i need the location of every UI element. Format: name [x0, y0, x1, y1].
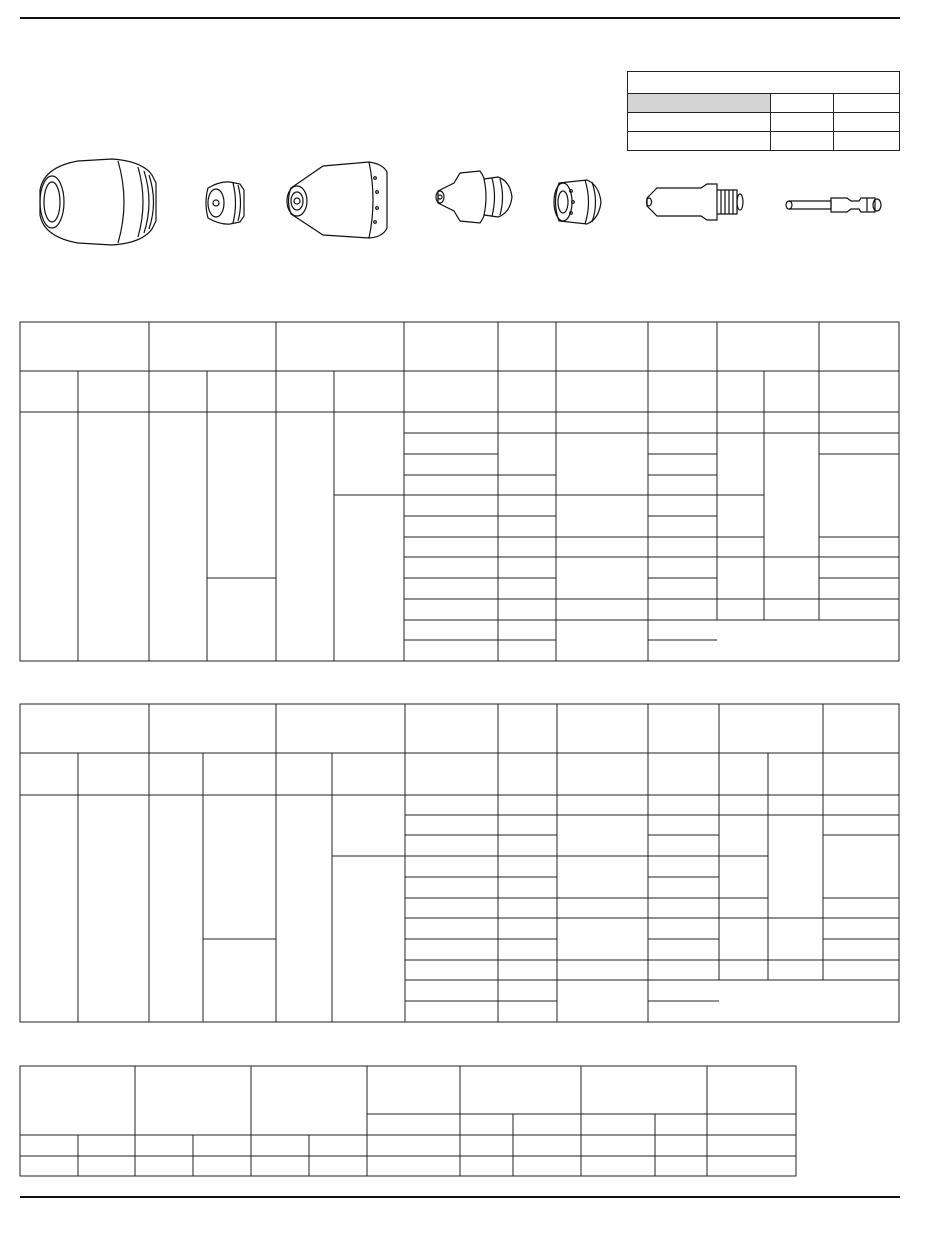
bottom-rule	[20, 1196, 900, 1198]
